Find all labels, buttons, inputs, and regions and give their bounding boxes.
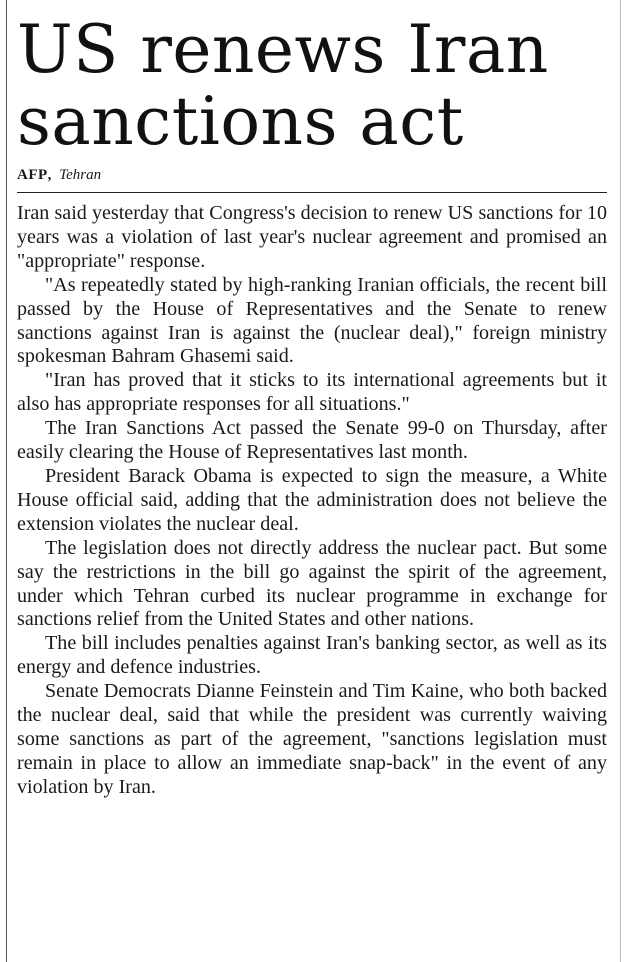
column-rule-left bbox=[6, 0, 7, 962]
paragraph: The legislation does not directly address the nuclear pact. But some say the restrictions in the bill go against the spirit of the agreement, under which Tehran curbed its nuclear programme in exchange for sanctions relief from the United States and other nations. bbox=[17, 536, 607, 631]
byline bbox=[17, 166, 607, 193]
article-body bbox=[17, 202, 607, 800]
byline-agency: AFP bbox=[17, 167, 48, 183]
paragraph: The Iran Sanctions Act passed the Senate 99-0 on Thursday, after easily clearing the House of Representatives last month. bbox=[17, 417, 607, 464]
headline-line-2: sanctions act bbox=[17, 83, 464, 160]
paragraph: "As repeatedly stated by high-ranking Iranian officials, the recent bill passed by the House of Representatives and the Senate to renew sanctions against Iran is against the (nuclear deal)," foreign ministry spokesman Bahram Ghasemi said. bbox=[17, 273, 607, 368]
paragraph: "Iran has proved that it sticks to its international agreements but it also has appropriate responses for all situations." bbox=[17, 369, 607, 416]
byline-separator: , bbox=[47, 167, 52, 183]
paragraph: The bill includes penalties against Iran's banking sector, as well as its energy and defence industries. bbox=[17, 632, 607, 679]
column-rule-right bbox=[620, 0, 621, 962]
paragraph: Iran said yesterday that Congress's decision to renew US sanctions for 10 years was a violation of last year's nuclear agreement and promised an "appropriate" response. bbox=[17, 202, 607, 272]
headline bbox=[17, 11, 607, 160]
news-article bbox=[17, 11, 607, 800]
headline-line-1: US renews Iran bbox=[17, 11, 549, 88]
byline-dateline: Tehran bbox=[59, 167, 102, 183]
paragraph: President Barack Obama is expected to sign the measure, a White House official said, adding that the administration does not believe the extension violates the nuclear deal. bbox=[17, 464, 607, 535]
paragraph: Senate Democrats Dianne Feinstein and Tim Kaine, who both backed the nuclear deal, said that while the president was currently waiving some sanctions as part of the agreement, "sanctions legislation must remain in place to allow an immediate snap-back" in the event of any violation by Iran. bbox=[17, 680, 607, 798]
